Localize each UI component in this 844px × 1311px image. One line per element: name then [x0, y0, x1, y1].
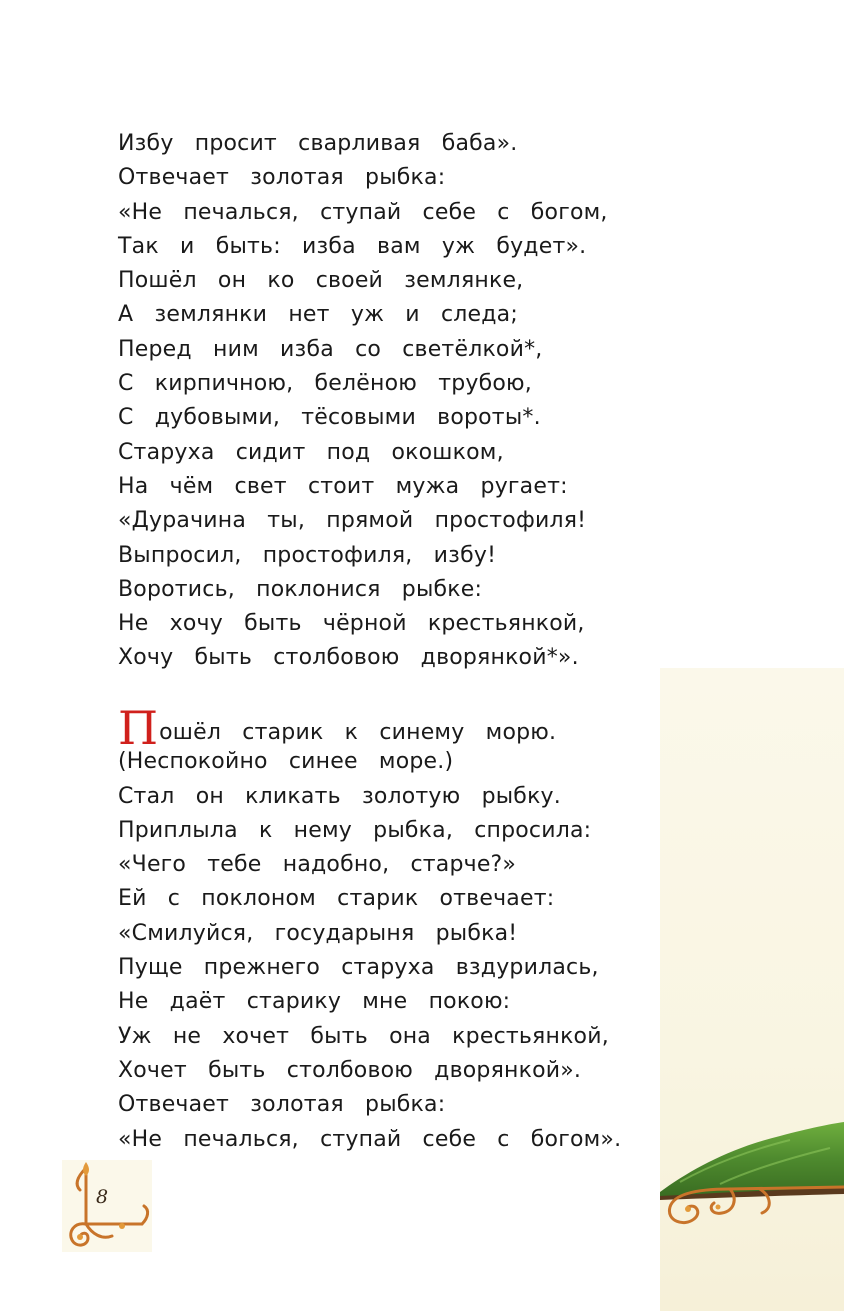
- poem-stanza-2: [118, 701, 622, 1157]
- poem-line: Воротись, поклонися рыбке:: [118, 576, 483, 602]
- poem-line: На чём свет стоит мужа ругает:: [118, 473, 568, 499]
- drop-cap: П: [118, 701, 159, 755]
- poem-line: «Чего тебе надобно, старче?»: [118, 852, 517, 878]
- poem-line: Отвечает золотая рыбка:: [118, 165, 446, 191]
- poem-line: Уж не хочет быть она крестьянкой,: [118, 1023, 609, 1049]
- poem-line: «Не печалься, ступай себе с богом».: [118, 1126, 622, 1152]
- poem-line: Отвечает золотая рыбка:: [118, 1092, 446, 1118]
- poem-line: С кирпичною, белёною трубою,: [118, 371, 532, 397]
- scroll-ornament-right: [660, 1175, 844, 1235]
- page-number: 8: [96, 1186, 109, 1208]
- poem-line: (Неспокойно синее море.): [118, 749, 454, 775]
- poem-line: «Дурачина ты, прямой простофиля!: [118, 508, 587, 534]
- poem-line: А землянки нет уж и следа;: [118, 302, 518, 328]
- poem-line-text: ошёл старик к синему морю.: [159, 720, 557, 745]
- poem-line: Не хочу быть чёрной крестьянкой,: [118, 611, 585, 637]
- poem-line: Пуще прежнего старуха вздурилась,: [118, 955, 599, 981]
- poem-line: [118, 701, 621, 755]
- poem-line: «Не печалься, ступай себе с богом,: [118, 199, 608, 225]
- poem-line: Стал он кликать золотую рыбку.: [118, 783, 561, 809]
- poem-line: Хочу быть столбовою дворянкой*».: [118, 645, 579, 671]
- poem-line: «Смилуйся, государыня рыбка!: [118, 920, 518, 946]
- poem-line: Так и быть: изба вам уж будет».: [118, 233, 587, 259]
- poem-line: Ей с поклоном старик отвечает:: [118, 886, 555, 912]
- poem-line: Не даёт старику мне покою:: [118, 989, 511, 1015]
- poem-line: Хочет быть столбовою дворянкой».: [118, 1057, 582, 1083]
- poem-line: Избу просит сварливая баба».: [118, 131, 518, 156]
- poem-line: Перед ним изба со светёлкой*,: [118, 336, 543, 362]
- poem-line: Выпросил, простофиля, избу!: [118, 542, 497, 568]
- poem-line: Приплыла к нему рыбка, спросила:: [118, 817, 592, 843]
- poem-line: С дубовыми, тёсовыми вороты*.: [118, 405, 541, 431]
- poem-line: Пошёл он ко своей землянке,: [118, 268, 524, 294]
- poem-line: Старуха сидит под окошком,: [118, 439, 504, 465]
- poem-stanza-1: [118, 127, 608, 676]
